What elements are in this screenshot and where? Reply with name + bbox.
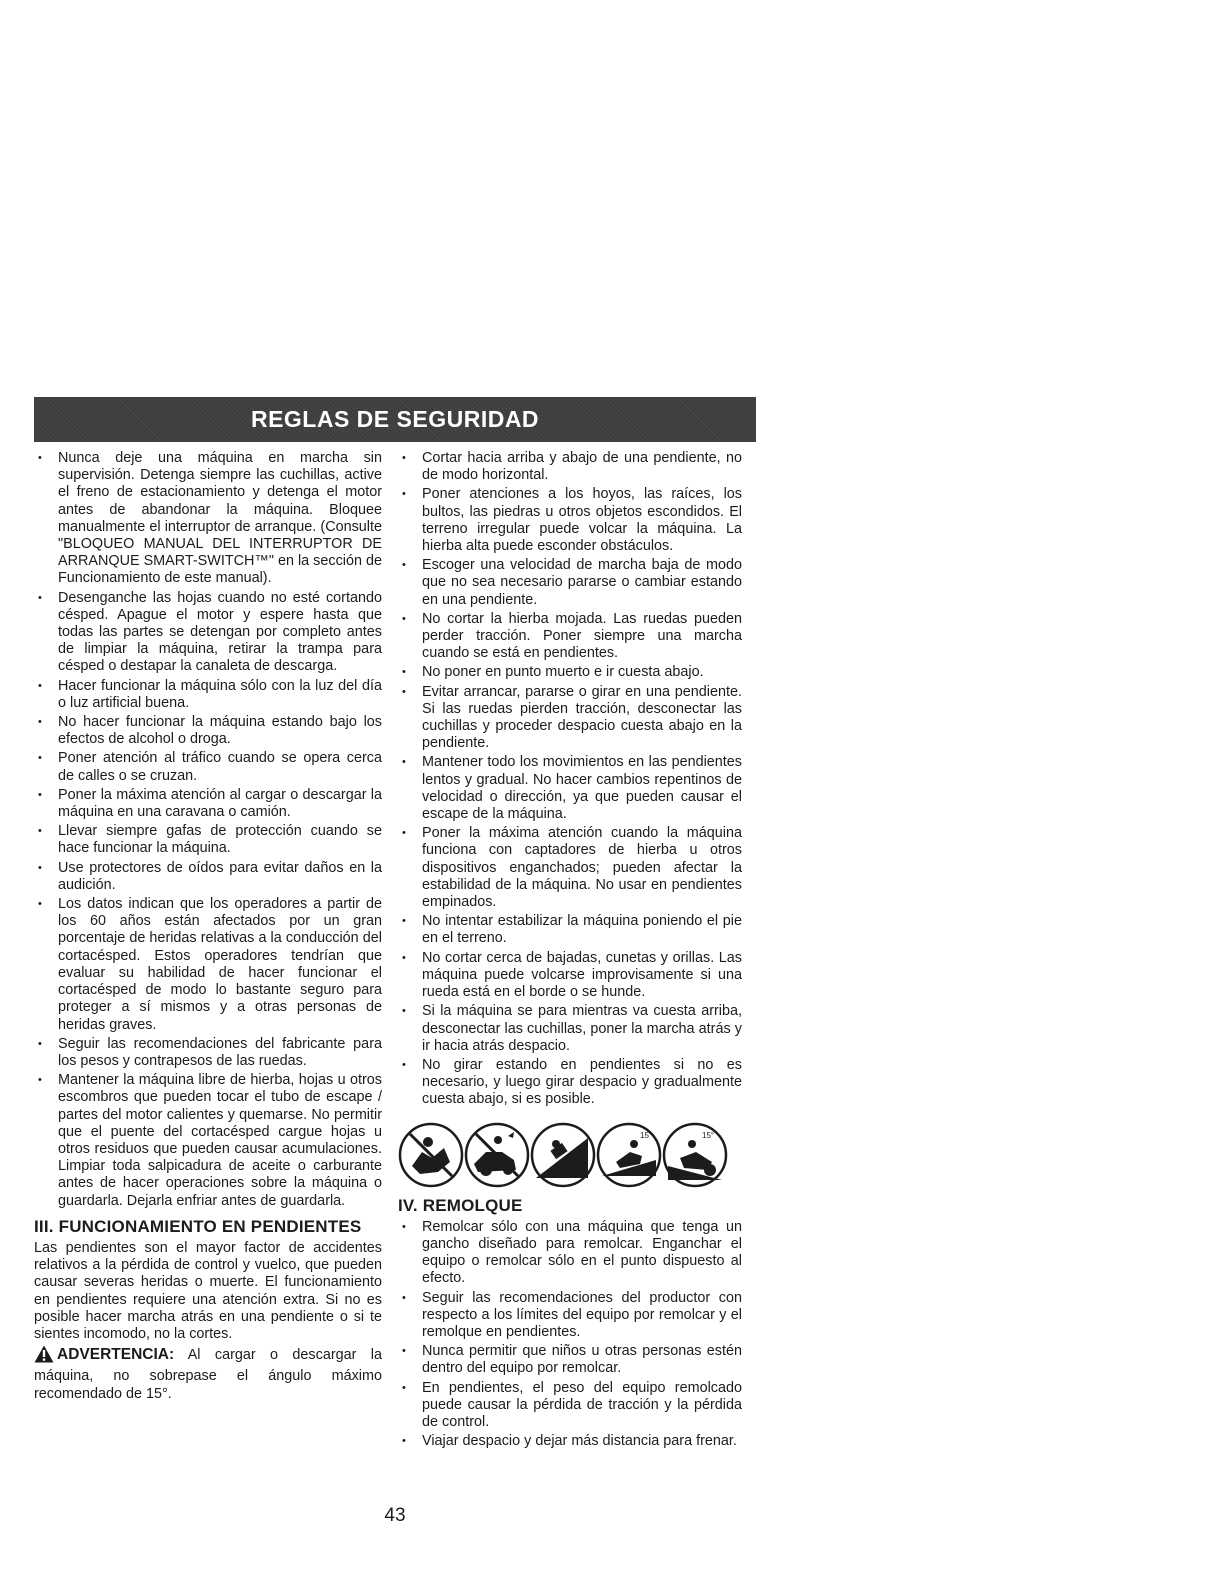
list-item: • Poner atención al tráfico cuando se opera cerca de calles o se cruzan. (34, 750, 382, 784)
list-item: • No poner en punto muerto e ir cuesta abajo. (398, 664, 742, 681)
safety-pictograms (398, 1121, 742, 1189)
warning-text: Al cargar o descargar la máquina, no sobrepase el ángulo máximo recomendado de 15°. (34, 1347, 382, 1402)
ramp-tipping-15deg-icon (596, 1122, 662, 1188)
list-item: • En pendientes, el peso del equipo remolcado puede causar la pérdida de tracción y la pérdida de control. (398, 1380, 742, 1432)
section-banner (34, 397, 756, 442)
list-item: • No hacer funcionar la máquina estando bajo los efectos de alcohol o droga. (34, 714, 382, 748)
list-item: • Mantener la máquina libre de hierba, hojas u otros escombros que pueden tocar el tubo de escape / partes del motor calientes y quemarse. No permitir que el puente del cortacésped cargue hojas u otros residuos que pueden causar acumulaciones. Limpiar toda salpicadura de aceite o carburante antes de hacer operaciones sobre la máquina o guardarla. Dejarla enfriar antes de guardarla. (34, 1072, 382, 1210)
thrown-objects-hazard-icon (464, 1122, 530, 1188)
right-column (398, 450, 742, 1452)
list-item: • Remolcar sólo con una máquina que tenga un gancho diseñado para remolcar. Enganchar el equipo o remolcar sólo en el punto dispuesto al efecto. (398, 1219, 742, 1288)
list-item: • Poner la máxima atención al cargar o descargar la máquina en una caravana o camión. (34, 787, 382, 821)
list-item: • Mantener todo los movimientos en las pendientes lentos y gradual. No hacer cambios repentinos de velocidad o dirección, ya que pueden causar el escape de la máquina. (398, 754, 742, 823)
list-item: • Escoger una velocidad de marcha baja de modo que no sea necesario pararse o cambiar estando en una pendiente. (398, 557, 742, 609)
list-item: • Si la máquina se para mientras va cuesta arriba, desconectar las cuchillas, poner la marcha atrás y ir hacia atrás despacio. (398, 1003, 742, 1055)
list-item: • Cortar hacia arriba y abajo de una pendiente, no de modo horizontal. (398, 450, 742, 484)
list-item: • No cortar la hierba mojada. Las ruedas pueden perder tracción. Poner siempre una marcha cuando se está en pendientes. (398, 611, 742, 663)
left-column (34, 450, 382, 1405)
warning-label: ADVERTENCIA: (57, 1346, 175, 1364)
banner-title: REGLAS DE SEGURIDAD (250, 406, 540, 432)
section-heading-towing: IV. REMOLQUE (398, 1195, 523, 1215)
list-item: • Nunca deje una máquina en marcha sin supervisión. Detenga siempre las cuchillas, active el freno de estacionamiento y detenga el motor antes de abandonar la máquina. Bloquee manualmente el interruptor de arranque. (Consulte "BLOQUEO MANUAL DEL INTERRUPTOR DE ARRANQUE SMART-SWITCH™" en la sección de Funcionamiento de este manual). (34, 450, 382, 588)
list-item: • Desenganche las hojas cuando no esté cortando césped. Apague el motor y espere hasta que todas las partes se detengan por completo antes de limpiar la máquina, retirar la trampa para césped o destapar la canaleta de descarga. (34, 590, 382, 676)
list-item: • No cortar cerca de bajadas, cunetas y orillas. Las máquina puede volcarse improvisamente si una rueda está en el borde o se hunde. (398, 950, 742, 1002)
page-number: 43 (384, 1505, 406, 1526)
list-item: • Seguir las recomendaciones del productor con respecto a los límites del equipo por remolcar y el remolque en pendientes. (398, 1290, 742, 1342)
list-item: • Los datos indican que los operadores a partir de los 60 años están afectados por un gran porcentaje de heridas relativas a la conducción del cortacésped. Estos operadores tendrían que evaluar su habilidad de hacer funcionar el cortacésped de modo lo bastante seguro para proteger a sí mismos y a otras personas de heridas graves. (34, 896, 382, 1034)
list-item: • Nunca permitir que niños u otras personas estén dentro del equipo por remolcar. (398, 1343, 742, 1377)
angle-label: 15° (640, 1130, 653, 1140)
warning-paragraph (34, 1345, 382, 1403)
right-bullet-list (398, 450, 742, 1109)
list-item: • No girar estando en pendientes si no es necesario, y luego girar despacio y gradualmente cuesta abajo, si es posible. (398, 1057, 742, 1109)
towing-bullet-list (398, 1219, 742, 1451)
list-item: • Use protectores de oídos para evitar daños en la audición. (34, 860, 382, 894)
list-item: • Poner atenciones a los hoyos, las raíces, los bultos, las piedras u otros objetos escondidos. El terreno irregular puede volcar la máquina. La hierba alta puede esconder obstáculos. (398, 486, 742, 555)
operator-hands-feet-hazard-icon (398, 1122, 464, 1188)
list-item: • Hacer funcionar la máquina sólo con la luz del día o luz artificial buena. (34, 678, 382, 712)
section-heading-slopes: III. FUNCIONAMIENTO EN PENDIENTES (34, 1216, 362, 1236)
angle-label: 15° (702, 1130, 715, 1140)
list-item: • Llevar siempre gafas de protección cuando se hace funcionar la máquina. (34, 823, 382, 857)
list-item: • No intentar estabilizar la máquina poniendo el pie en el terreno. (398, 913, 742, 947)
list-item: • Poner la máxima atención cuando la máquina funciona con captadores de hierba u otros dispositivos enganchados; pueden afectar la estabilidad de la máquina. No usar en pendientes empinados. (398, 825, 742, 911)
list-item: • Viajar despacio y dejar más distancia para frenar. (398, 1433, 742, 1450)
warning-triangle-icon (34, 1345, 54, 1368)
steep-slope-hazard-icon (530, 1122, 596, 1188)
slope-rollover-15deg-icon (662, 1122, 728, 1188)
list-item: • Evitar arrancar, pararse o girar en una pendiente. Si las ruedas pierden tracción, desconectar las cuchillas y proceder despacio cuesta abajo en la pendiente. (398, 684, 742, 753)
slopes-paragraph: Las pendientes son el mayor factor de accidentes relativos a la pérdida de control y vuelco, que pueden causar severas heridas o muerte. El funcionamiento en pendientes requiere una atención extra. Si no es posible hacer marcha atrás en una pendiente o si te sientes incomodo, no la cortes. (34, 1239, 382, 1342)
list-item: • Seguir las recomendaciones del fabricante para los pesos y contrapesos de las ruedas. (34, 1036, 382, 1070)
left-bullet-list (34, 450, 382, 1210)
